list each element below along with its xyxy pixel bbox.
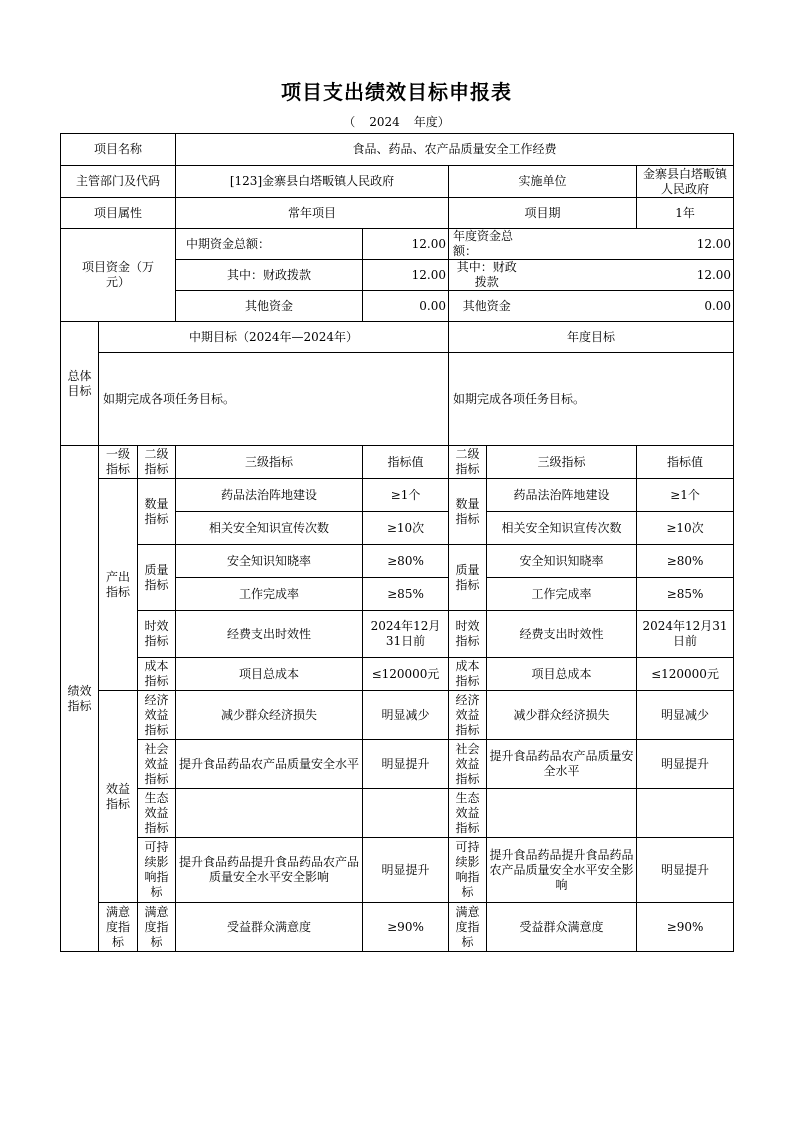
mid-fiscal-label: 其中：财政拨款 bbox=[176, 260, 363, 291]
q1-value-year: ≥1个 bbox=[637, 479, 734, 512]
eco-label-mid: 生态效益指标 bbox=[138, 789, 176, 838]
quality-label-year: 质量指标 bbox=[449, 545, 487, 611]
sustain-label-year: 可持续影响指标 bbox=[449, 838, 487, 903]
indicators-label: 绩效指标 bbox=[61, 446, 99, 952]
sa1-value-year: ≥90% bbox=[637, 903, 734, 952]
c1-name-mid: 项目总成本 bbox=[176, 658, 363, 691]
t1-value-mid: 2024年12月31日前 bbox=[363, 611, 449, 658]
ql2-value-mid: ≥85% bbox=[363, 578, 449, 611]
social-label-mid: 社会效益指标 bbox=[138, 740, 176, 789]
year-value: 2024 bbox=[369, 115, 400, 129]
funds-label: 项目资金（万元） bbox=[61, 229, 176, 322]
year-line bbox=[0, 113, 793, 130]
ql2-name-mid: 工作完成率 bbox=[176, 578, 363, 611]
eco-name-mid bbox=[176, 789, 363, 838]
t1-name-mid: 经费支出时效性 bbox=[176, 611, 363, 658]
eco-label-year: 生态效益指标 bbox=[449, 789, 487, 838]
year-other-label: 其他资金 bbox=[449, 291, 525, 322]
attr-value: 常年项目 bbox=[176, 198, 449, 229]
ql1-name-year: 安全知识知晓率 bbox=[487, 545, 637, 578]
h-level3-mid: 三级指标 bbox=[176, 446, 363, 479]
h-level1: 一级指标 bbox=[99, 446, 138, 479]
q2-value-mid: ≥10次 bbox=[363, 512, 449, 545]
su1-name-year: 提升食品药品提升食品药品农产品质量安全水平安全影响 bbox=[487, 838, 637, 903]
period-label: 项目期 bbox=[449, 198, 637, 229]
mid-other-value: 0.00 bbox=[363, 291, 449, 322]
q2-name-year: 相关安全知识宣传次数 bbox=[487, 512, 637, 545]
satisfaction-label: 满意度指标 bbox=[99, 903, 138, 952]
h-level2-year: 二级指标 bbox=[449, 446, 487, 479]
su1-name-mid: 提升食品药品提升食品药品农产品质量安全水平安全影响 bbox=[176, 838, 363, 903]
year-goal-text: 如期完成各项任务目标。 bbox=[449, 353, 734, 446]
mid-fiscal-value: 12.00 bbox=[363, 260, 449, 291]
impl-value: 金寨县白塔畈镇人民政府 bbox=[637, 166, 734, 198]
sustain-label-mid: 可持续影响指标 bbox=[138, 838, 176, 903]
attr-label: 项目属性 bbox=[61, 198, 176, 229]
goals-label: 总体目标 bbox=[61, 322, 99, 446]
su1-value-mid: 明显提升 bbox=[363, 838, 449, 903]
quantity-label-year: 数量指标 bbox=[449, 479, 487, 545]
dept-value: [123]金寨县白塔畈镇人民政府 bbox=[176, 166, 449, 198]
year-goal-header: 年度目标 bbox=[449, 322, 734, 353]
project-name-label: 项目名称 bbox=[61, 134, 176, 166]
ql1-value-year: ≥80% bbox=[637, 545, 734, 578]
t1-name-year: 经费支出时效性 bbox=[487, 611, 637, 658]
page-title: 项目支出绩效目标申报表 bbox=[281, 80, 512, 104]
c1-name-year: 项目总成本 bbox=[487, 658, 637, 691]
q1-name-year: 药品法治阵地建设 bbox=[487, 479, 637, 512]
mid-other-label: 其他资金 bbox=[176, 291, 363, 322]
economic-label-year: 经济效益指标 bbox=[449, 691, 487, 740]
c1-value-mid: ≤120000元 bbox=[363, 658, 449, 691]
quality-label-mid: 质量指标 bbox=[138, 545, 176, 611]
year-unit: 年度） bbox=[413, 115, 450, 129]
year-fiscal-value: 12.00 bbox=[525, 260, 734, 291]
e1-value-year: 明显减少 bbox=[637, 691, 734, 740]
satis2-label-year: 满意度指标 bbox=[449, 903, 487, 952]
h-value-mid: 指标值 bbox=[363, 446, 449, 479]
benefit-label: 效益指标 bbox=[99, 691, 138, 903]
mid-goal-header: 中期目标（2024年—2024年） bbox=[99, 322, 449, 353]
timeliness-label-year: 时效指标 bbox=[449, 611, 487, 658]
h-level2-mid: 二级指标 bbox=[138, 446, 176, 479]
period-value: 1年 bbox=[637, 198, 734, 229]
q1-name-mid: 药品法治阵地建设 bbox=[176, 479, 363, 512]
quantity-label-mid: 数量指标 bbox=[138, 479, 176, 545]
s1-name-year: 提升食品药品农产品质量安全水平 bbox=[487, 740, 637, 789]
impl-label: 实施单位 bbox=[449, 166, 637, 198]
s1-name-mid: 提升食品药品农产品质量安全水平 bbox=[176, 740, 363, 789]
h-level3-year: 三级指标 bbox=[487, 446, 637, 479]
eco-value-year bbox=[637, 789, 734, 838]
s1-value-mid: 明显提升 bbox=[363, 740, 449, 789]
output-label: 产出指标 bbox=[99, 479, 138, 691]
dept-label: 主管部门及代码 bbox=[61, 166, 176, 198]
mid-total-label: 中期资金总额： bbox=[176, 229, 363, 260]
t1-value-year: 2024年12月31日前 bbox=[637, 611, 734, 658]
economic-label-mid: 经济效益指标 bbox=[138, 691, 176, 740]
year-total-value: 12.00 bbox=[525, 229, 734, 260]
year-total-label: 年度资金总额： bbox=[449, 229, 525, 260]
satis2-label-mid: 满意度指标 bbox=[138, 903, 176, 952]
project-name-value: 食品、药品、农产品质量安全工作经费 bbox=[176, 134, 734, 166]
performance-form-table bbox=[60, 133, 734, 952]
sa1-name-mid: 受益群众满意度 bbox=[176, 903, 363, 952]
year-other-value: 0.00 bbox=[525, 291, 734, 322]
mid-total-value: 12.00 bbox=[363, 229, 449, 260]
q1-value-mid: ≥1个 bbox=[363, 479, 449, 512]
timeliness-label-mid: 时效指标 bbox=[138, 611, 176, 658]
ql2-value-year: ≥85% bbox=[637, 578, 734, 611]
e1-name-mid: 减少群众经济损失 bbox=[176, 691, 363, 740]
c1-value-year: ≤120000元 bbox=[637, 658, 734, 691]
eco-name-year bbox=[487, 789, 637, 838]
cost-label-mid: 成本指标 bbox=[138, 658, 176, 691]
social-label-year: 社会效益指标 bbox=[449, 740, 487, 789]
eco-value-mid bbox=[363, 789, 449, 838]
ql1-name-mid: 安全知识知晓率 bbox=[176, 545, 363, 578]
s1-value-year: 明显提升 bbox=[637, 740, 734, 789]
sa1-name-year: 受益群众满意度 bbox=[487, 903, 637, 952]
h-value-year: 指标值 bbox=[637, 446, 734, 479]
ql1-value-mid: ≥80% bbox=[363, 545, 449, 578]
e1-value-mid: 明显减少 bbox=[363, 691, 449, 740]
ql2-name-year: 工作完成率 bbox=[487, 578, 637, 611]
q2-value-year: ≥10次 bbox=[637, 512, 734, 545]
q2-name-mid: 相关安全知识宣传次数 bbox=[176, 512, 363, 545]
sa1-value-mid: ≥90% bbox=[363, 903, 449, 952]
cost-label-year: 成本指标 bbox=[449, 658, 487, 691]
mid-goal-text: 如期完成各项任务目标。 bbox=[99, 353, 449, 446]
su1-value-year: 明显提升 bbox=[637, 838, 734, 903]
year-open: （ bbox=[343, 115, 356, 129]
year-fiscal-label: 其中：财政拨款 bbox=[449, 260, 525, 291]
e1-name-year: 减少群众经济损失 bbox=[487, 691, 637, 740]
